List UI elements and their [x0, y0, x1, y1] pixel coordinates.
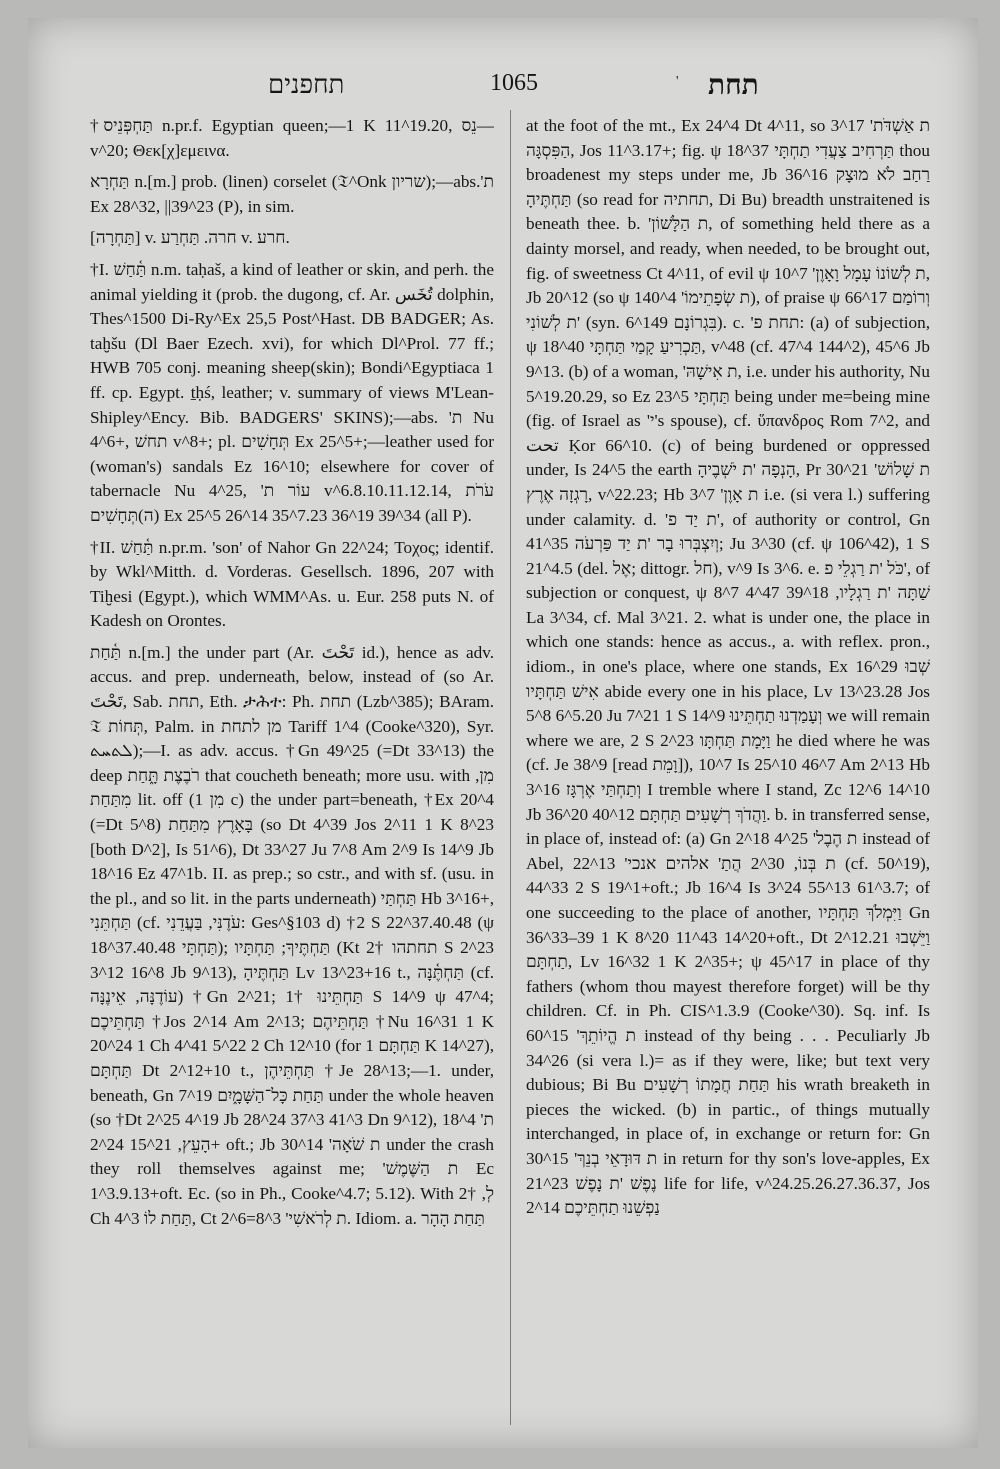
running-header	[28, 70, 978, 110]
header-mark: '	[676, 74, 679, 89]
entry-tahat: תַּ֫חַת n.[m.] the under part (Ar. تَحْتَ id.), hence as adv. accus. and prep. underneath, below, instead of (so Ar. تَحْتَ, Sab. תחת, Eth. ታሕተ: Ph. תחת (Lzb^385); BAram. 𝔗 תְּחוֹת, Palm. in מן לתחת Tariff 1^4 (Cooke^320), Syr. ܠܬܚܬ);—I. as adv. accus. †Gn 49^25 (=Dt 33^13) the deep רֹבֶצֶת תָּ֑חַת that coucheth beneath; more usu. with מִן, מִתַּחַת lit. off (מִן 1 c) the under part=beneath, †Ex 20^4 (=Dt 5^8) בָּאָרֶץ מִתַּחַת (so Dt 4^39 Jos 2^11 1 K 8^23 [both D^2], Is 51^6), Dt 33^27 Ju 7^8 Am 2^9 Is 14^9 Jb 18^16 Ez 47^1b. II. as prep.; so cstr., and with sf. (usu. in the pl., and so lit. in the parts underneath) תַּחְתַּי Hb 3^16+, תַּחְתֵּנִי (cf. עֹדֶנִּי, בַּעֲדֵנִי: Ges^§103 d) †2 S 22^37.40.48 (ψ 18^37.40.48 תַּחְתָּי); תַּחְתֶּיךָ; תַּחְתָּיו (Kt תחתהו †2 S 2^23 3^12 16^8 Jb 9^13), תַּחְתֶּיהָ Lv 13^23+16 t., תַּחְתֶּ֫נָּה (cf. עוֹדֶנָּה, אֵינֶנָּה) †Gn 2^21; תַּחְתֵּינוּ †1 S 14^9 ψ 47^4; תַּחְתֵּיכֶם †Jos 2^14 Am 2^13; תַּחְתֵּיהֶם †Nu 16^31 1 K 20^24 1 Ch 4^41 5^22 2 Ch 12^10 (for תַּחְתָּם 1 K 14^27), תַּחְתָּם Dt 2^12+10 t., תַּחְתֵּיהֶן †Je 28^13;—1. under, beneath, Gn 7^19 תַּחַת כָּל־הַשָּׁמָ֑יִם under the whole heaven (so †Dt 2^25 4^19 Jb 28^24 37^3 41^3 Dn 9^12), 18^4 'ת הָעֵץ, 21^15 24^2+ oft.; Jb 30^14 'ת שֹׁאָה under the crash they roll themselves against me; 'ת הַשֶּׁמֶשׁ Ec 1^3.9.13+oft. Ec. (so in Ph., Cooke^4.7; 5.12). With לְ, †2 Ch 4^3 תַּחַת לוֹ, Ct 2^6=8^3 'ת לְרֹאשִׁי. Idiom. a. תַּחַת הָהָר	[90, 642, 494, 1228]
entry-tahash-1: †I. תַּ֫חַשׁ n.m. taḥaš, a kind of leather or skin, and perh. the animal yielding it (prob. the dugong, cf. Ar. تُخَس dolphin, Thes^1500 Di-Ry^Ex 25,5 Post^Hast. DB BADGER; As. taḫšu (Dl Baer Ezech. xvi), for which Dl^Prol. 77 ff.; HWB 705 conj. meaning sheep(skin); Bondi^Egyptiaca 1 ff. cp. Egypt. ṯḥś, leather; v. summary of views M'Lean-Shipley^Ency. Bib. BADGERS' SKINS);—abs. 'ת Nu 4^6+, תחשׁ v^8+; pl. תְּחָשִׁים Ex 25^5+;—leather used for (woman's) sandals Ez 16^10; elsewhere for cover of tabernacle Nu 4^25, 'עוֹר ת v^6.8.10.11.12.14, עֹרֹת (ה)תְּחָשִׁים Ex 25^5 26^14 35^7.23 36^19 39^34 (all P).	[90, 259, 494, 525]
column-divider	[510, 110, 511, 1425]
entry-tahash-2: †II. תַּ֫חַשׁ n.pr.m. 'son' of Nahor Gn 22^24; Τοχος; identif. by Wkl^Mitth. d. Vorderas. Gesellsch. 1896, 207 with Tiḫesi (Egypt.), which WMM^As. u. Eur. 258 puts N. of Kadesh on Orontes.	[90, 537, 494, 631]
right-column	[526, 114, 930, 1424]
header-right-word: תחת	[708, 70, 759, 101]
entry-cross-references: [תַּחְרָה] v. חרה. תַּחְרַע v. חרע.	[90, 228, 290, 248]
entry-tahpenes: †תַּחְפְּנֵיס n.pr.f. Egyptian queen;—1 K 11^19.20, נֵס— v^20; Θεκ[χ]εμεινα.	[90, 116, 494, 160]
page-number: 1065	[490, 70, 538, 96]
dictionary-page	[28, 18, 978, 1448]
left-column	[90, 114, 494, 1424]
header-left-word: תחפנים	[268, 70, 345, 99]
entry-tahat-continued: at the foot of the mt., Ex 24^4 Dt 4^11, so 3^17 'ת אַשְׁדֹּת הַפִּסְגָּה, Jos 11^3.17+; fig. ψ 18^37 תַּרְחִיב צַעֲדִי תַחְתָּי thou broadenest my steps under me, Jb 36^16 רַחַב לֹא מוּצָק תַּחְתֶּיהָ (so read for תחתיה, Di Bu) breadth unstraitened is beneath thee. b. 'ת הַלָּשׁוֹן, of something held there as a dainty morsel, and ready, when needed, to be brought out, fig. of sweetness Ct 4^11, of evil ψ 10^7 'ת לְשׁוֹנוֹ עָמָל וָאָוֶן, Jb 20^12 (so ψ 140^4 'ת שְׂפָתֵימוֹ), of praise ψ 66^17 וְרוֹמַם 'ת לְשׁוֹנִי (syn. בִּגְרוֹנָם 149^6). c. 'תחת פ: (a) of subjection, ψ 18^40 תַּכְרִיעַ קָמַי תַּחְתָּי, v^48 (cf. 47^4 144^2), 45^6 Jb 9^13. (b) of a woman, 'ת אִישָׁהּ, i.e. under his authority, Nu 5^19.20.29, so Ez 23^5 תַּחְתָּי being under me=being mine (fig. of Israel as 'י's spouse), cf. ὕπανδρος Rom 7^2, and تحت Ḳor 66^10. (c) of being burdened or oppressed under, Is 24^5 the earth הָנְפָה 'ת יֹשְׁבֶיהָ, Pr 30^21 'ת שָׁלוֹשׁ רָגְזָה אֶרֶץ, v^22.23; Hb 3^7 'ת אָוֶן i.e. (si vera l.) suffering under calamity. d. 'ת יַד פ', of authority or control, Gn 41^35 וְיִצְבְּרוּ בָר 'ת יַד פַּרְעֹה; Ju 3^30 (cf. ψ 106^42), 1 S 21^4.5 (del. אֶל; dittogr. חל), v^9 Is 3^6. e. כֹּל 'ת רַגְלֵי פ', of subjection or conquest, ψ 8^7 שַׁתָּה 'ת רַגְלָיו, 18^39 47^4 La 3^34, cf. Mal 3^21. 2. what is under one, the place in which one stands: hence as accus., a. with reflex. pron., idiom., in one's place, where one stands, Ex 16^29 שְׁבוּ אִישׁ תַּחְתָּיו abide every one in his place, Lv 13^23.28 Jos 5^8 6^5.20 Ju 7^21 1 S 14^9 וְעָמַדְנוּ תַחְתֵּינוּ we will remain where we are, 2 S 2^23 וַיָּמָת תַּחְתָּו he died where he was (cf. Je 38^9 [read וָמֵת]), 7^10 Is 25^10 46^7 Am 2^13 Hb 3^16 וְתַחְתַּי אֶרְגָּז I tremble where I stand, Zc 12^6 14^10 Jb 36^20 40^12 וַהֲדֹךְ רְשָׁעִים תַּחְתָּם. b. in transferred sense, in place of, instead of: (a) Gn 2^18 4^25 'ת הֶבֶל instead of Abel, 22^13 'ת בְּנוֹ, 30^2 הֲתַ' אלהים אנכי (cf. 50^19), 44^33 2 S 19^1+oft.; Jb 16^4 Is 3^24 55^13 61^3.7; of one succeeding to the place of another, וַיִּמְלֹךְ תַּחְתָּיו Gn 36^33–39 1 K 8^20 11^43 14^20+oft., Dt 2^12.21 וַיֵּשְׁבוּ תַחְתָּם, Lv 16^32 1 K 2^35+; ψ 45^17 in place of thy fathers (whom thou mayest therefore forget) will be thy children. Cf. in Ph. CIS^1.3.9 (Cooke^30). Sq. inf. Is 60^15 'ת הֱיוֹתֵךְ instead of thy being . . . Peculiarly Jb 34^26 (si vera l.)= as if they were, like; but text very dubious; Bi Bu תַּחַת חֲמָתוֹ רְשָׁעִים his wrath breaketh in pieces the wicked. (b) in partic., of things mutually interchanged, in place of, in exchange or return for: Gn 30^15 'ת דּוּדָאֵי בְנֵךְ in return for thy son's love-apples, Ex 21^23 נֶפֶשׁ 'ת נָפֶשׁ life for life, v^24.25.26.27.36.37, Jos 2^14 נַפְשֵׁנוּ תַחְתֵּיכֶם	[526, 116, 930, 1218]
entry-tahra: תַּחְרָא n.[m.] prob. (linen) corselet (𝔗^Onk שריון);—abs.'ת Ex 28^32, ||39^23 (P), in sim.	[90, 172, 494, 216]
